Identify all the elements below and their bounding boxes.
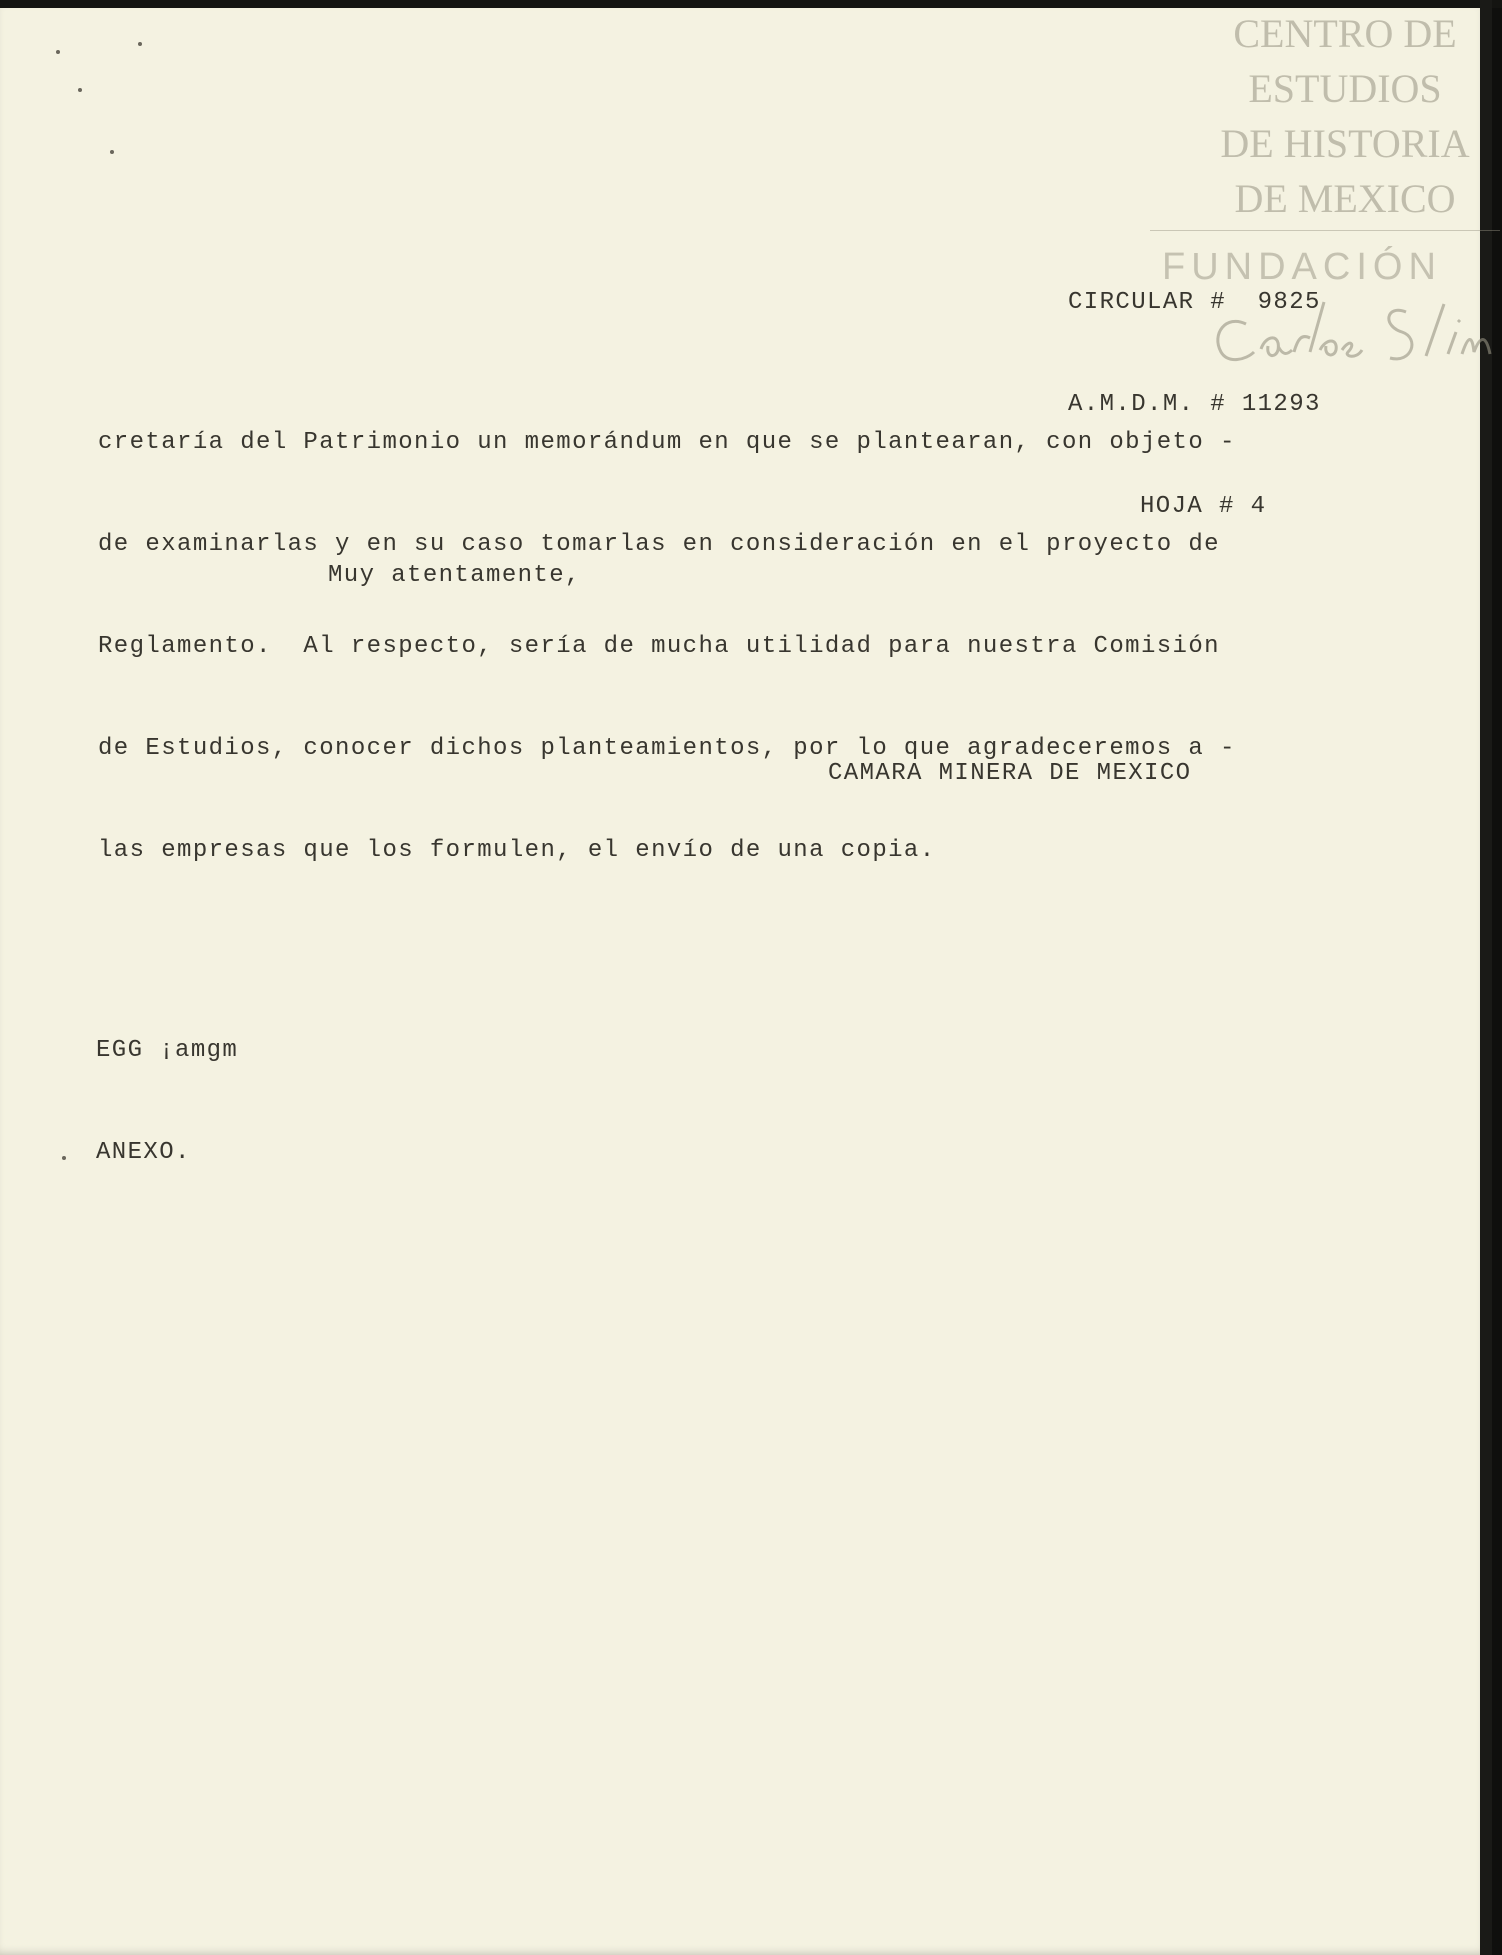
closing-salutation: Muy atentamente,	[328, 562, 581, 589]
body-line: de examinarlas y en su caso tomarlas en consideración en el proyecto de	[98, 531, 1220, 558]
watermark-line: CENTRO DE	[1233, 11, 1457, 56]
paper-speck	[138, 42, 142, 46]
typist-initials: EGG ¡amgm	[96, 1037, 239, 1064]
paper-speck	[78, 88, 82, 92]
paper-speck	[56, 50, 60, 54]
paper-speck	[62, 1156, 66, 1160]
watermark-line: DE HISTORIA	[1220, 121, 1470, 166]
watermark-line: ESTUDIOS	[1248, 66, 1442, 111]
body-line: Reglamento. Al respecto, sería de mucha utilidad para nuestra Comisión	[98, 633, 1220, 660]
letter-body	[98, 358, 1398, 936]
body-line: de Estudios, conocer dichos planteamientos, por lo que agradeceremos a -	[98, 735, 1236, 762]
body-line: cretaría del Patrimonio un memorándum en que se plantearan, con objeto -	[98, 429, 1236, 456]
watermark-line: DE MEXICO	[1234, 176, 1456, 221]
signatory-organization: CAMARA MINERA DE MEXICO	[828, 760, 1192, 787]
annex-note: ANEXO.	[96, 1139, 191, 1166]
watermark-fundacion: FUNDACIÓN	[1162, 246, 1442, 288]
body-line: las empresas que los formulen, el envío de una copia.	[98, 837, 936, 864]
reference-initials	[96, 966, 238, 1238]
circular-number: CIRCULAR # 9825	[1068, 289, 1321, 316]
paper-speck	[110, 150, 114, 154]
sheet-number: HOJA # 4	[1140, 493, 1267, 520]
archive-watermark	[1160, 6, 1502, 226]
amdm-number: A.M.D.M. # 11293	[1068, 391, 1321, 418]
